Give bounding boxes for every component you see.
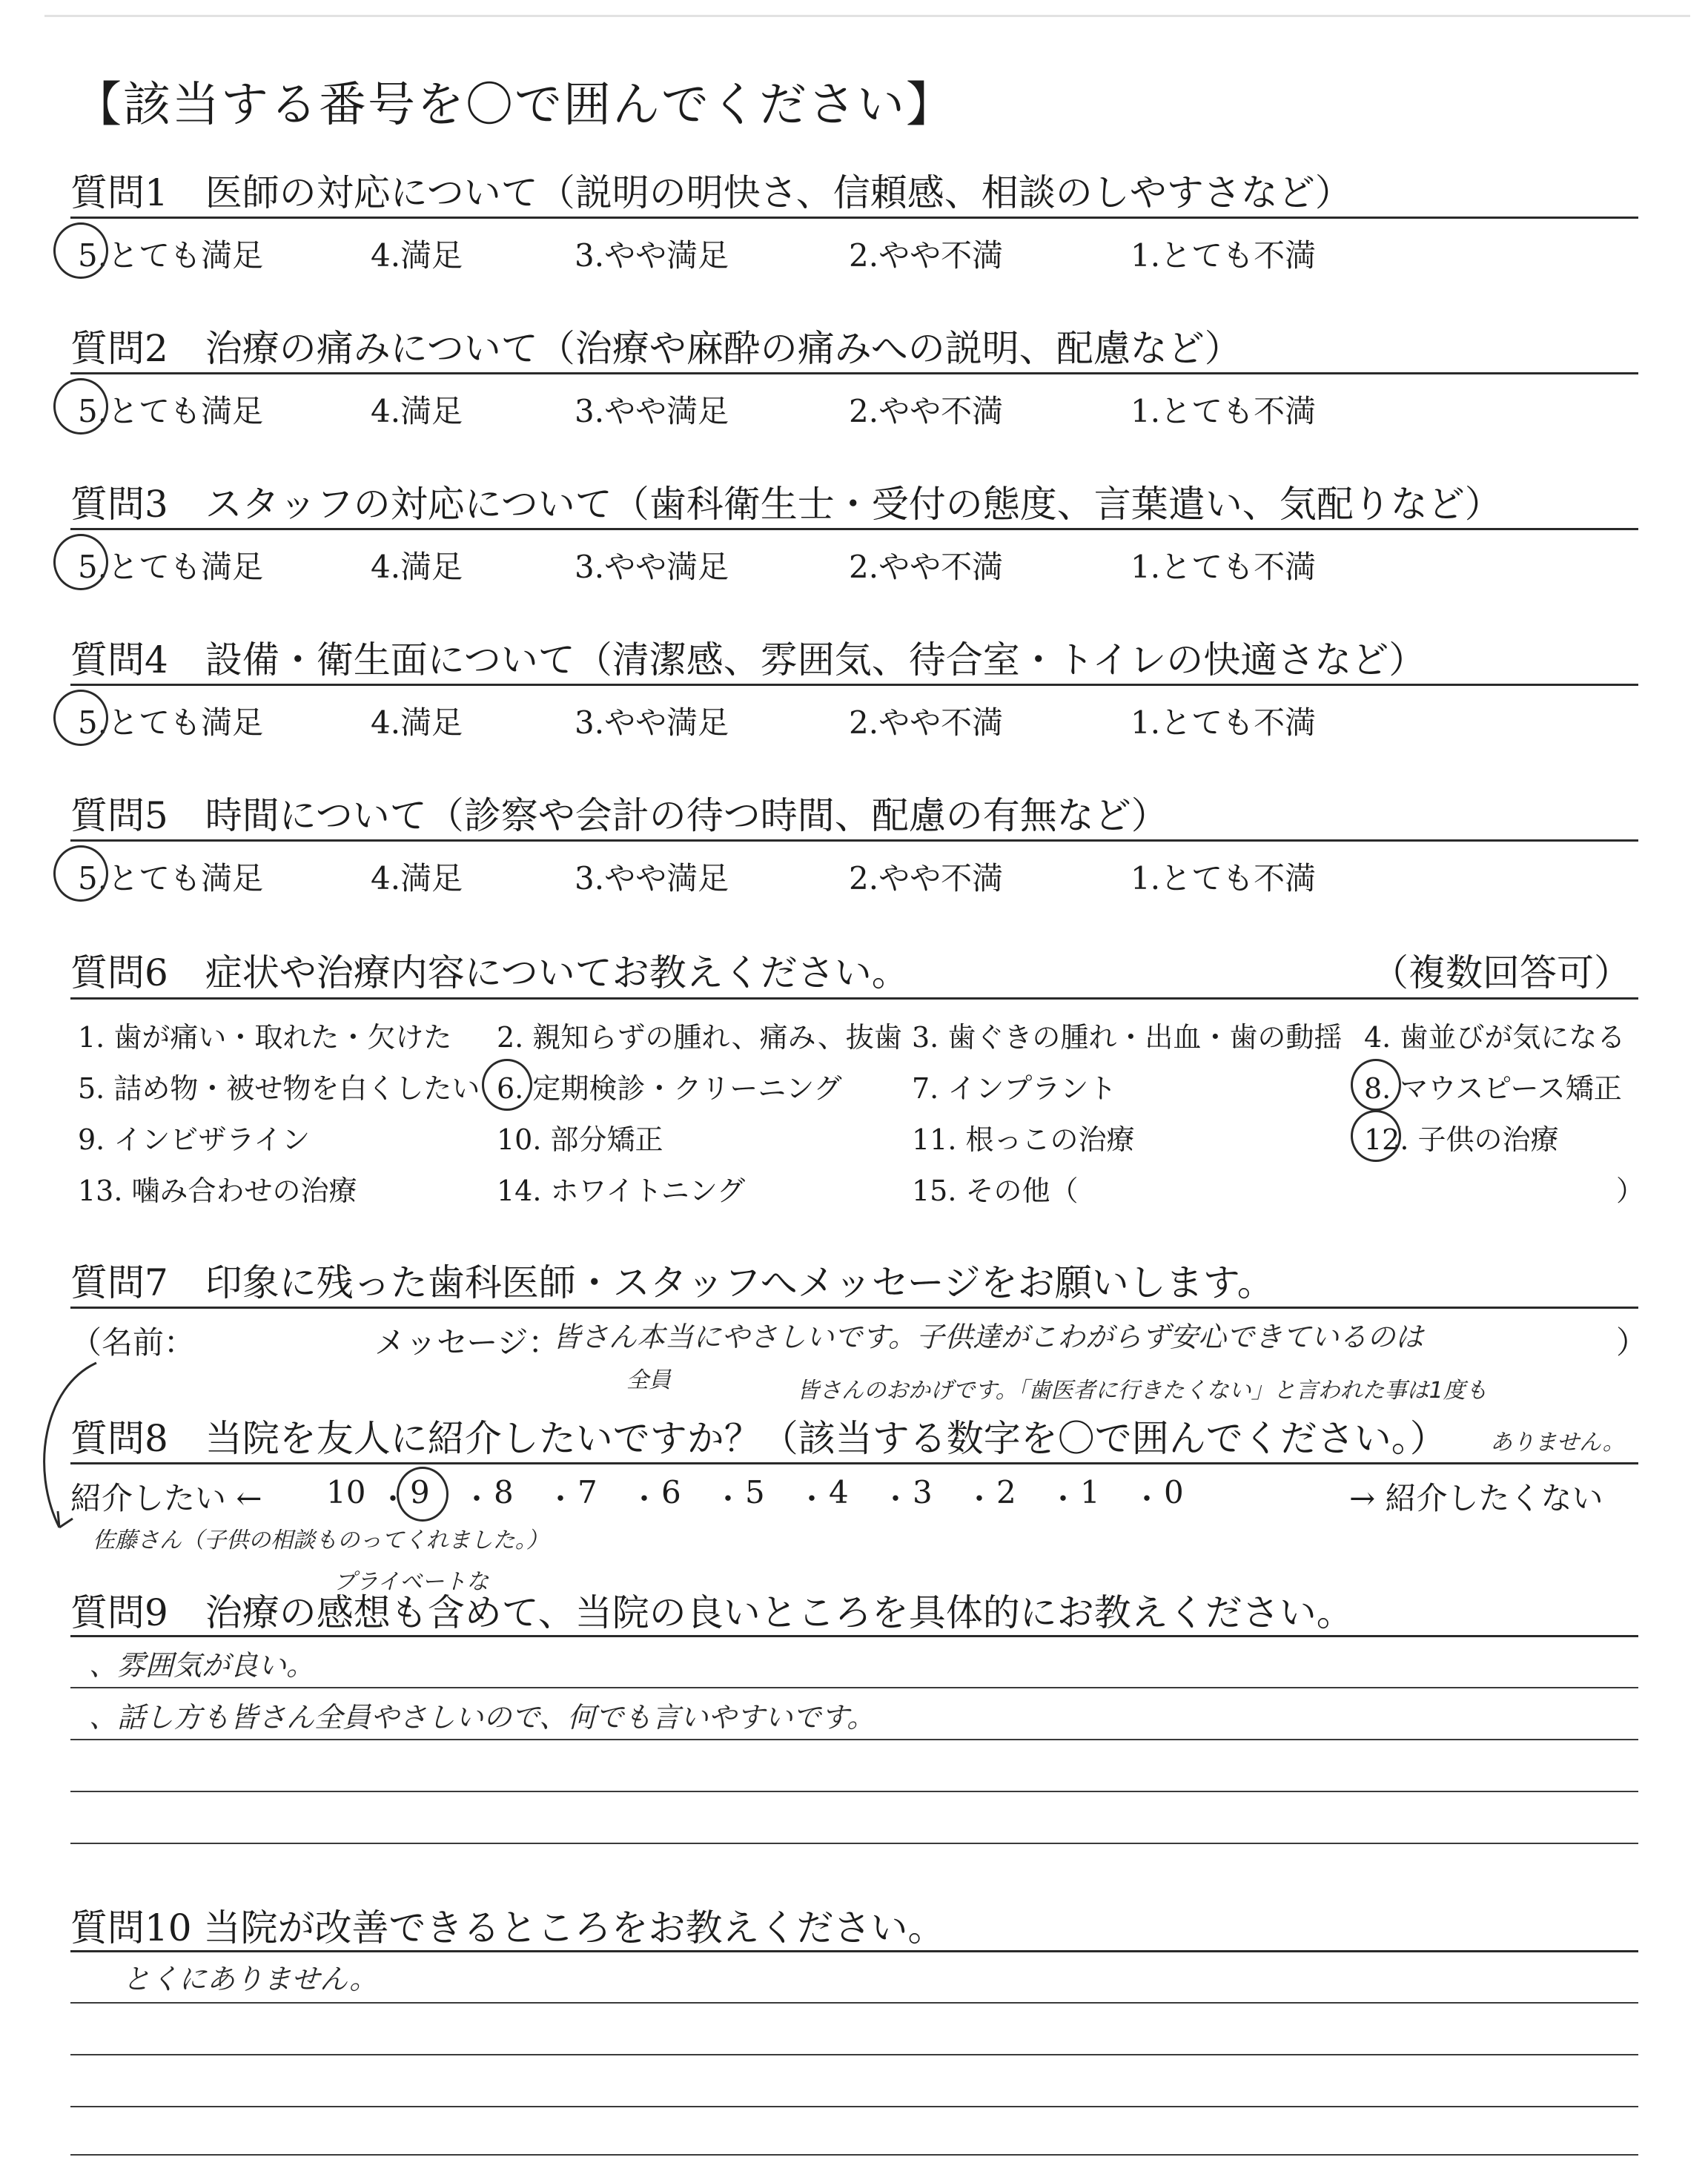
q6-option-9[interactable]: 9. インビザライン xyxy=(78,1123,311,1156)
q6-title: 質問6 症状や治療内容についてお教えください。 xyxy=(70,951,909,994)
q8-title: 質問8 当院を友人に紹介したいですか？（該当する数字を〇で囲んでください。） xyxy=(70,1417,1447,1460)
q6-option-3[interactable]: 3. 歯ぐきの腫れ・出血・歯の動揺 xyxy=(912,1021,1343,1054)
q6-option-12[interactable]: 12. 子供の治療 xyxy=(1364,1123,1559,1156)
q9-answer-1: 、雰囲気が良い。 xyxy=(89,1649,315,1682)
q8-scale-separator: ・ xyxy=(964,1482,994,1516)
q9-handwritten-insert: プライベートな xyxy=(334,1569,489,1595)
q3-option-3[interactable]: 3.やや満足 xyxy=(575,549,729,585)
q5-option-4[interactable]: 4.満足 xyxy=(371,860,463,896)
q7-handwritten-line3: ありません。 xyxy=(1490,1430,1625,1456)
q6-option-13[interactable]: 13. 噛み合わせの治療 xyxy=(78,1175,357,1207)
q9-title: 質問9 治療の感想も含めて、当院の良いところを具体的にお教えください。 xyxy=(70,1591,1354,1634)
q7-message-label: メッセージ： xyxy=(374,1324,560,1361)
q3-title: 質問3 スタッフの対応について（歯科衛生士・受付の態度、言葉遣い、気配りなど） xyxy=(70,483,1502,526)
q8-scale-8[interactable]: 8 xyxy=(494,1474,514,1510)
q7-handwritten-insert: 全員 xyxy=(626,1367,671,1393)
q3-option-2[interactable]: 2.やや不満 xyxy=(849,549,1004,585)
q4-option-4[interactable]: 4.満足 xyxy=(371,704,463,741)
q6-option-1[interactable]: 1. 歯が痛い・取れた・欠けた xyxy=(78,1021,452,1054)
q8-scale-10[interactable]: 10 xyxy=(326,1474,366,1510)
q6-option-15[interactable]: 15. その他（ xyxy=(912,1175,1079,1207)
q4-option-2[interactable]: 2.やや不満 xyxy=(849,704,1004,741)
q8-scale-5[interactable]: 5 xyxy=(745,1474,765,1510)
q7-handwritten-line2: 皆さんのおかげです。「歯医者に行きたくない」と言われた事は1度も xyxy=(797,1378,1488,1404)
q6-note: （複数回答可） xyxy=(1371,951,1631,994)
q9-answer-2: 、話し方も皆さん全員やさしいので、何でも言いやすいです。 xyxy=(89,1701,875,1734)
q8-scale-1[interactable]: 1 xyxy=(1080,1474,1100,1510)
q7-handwritten-line4: 佐藤さん（子供の相談ものってくれました。） xyxy=(93,1527,549,1553)
q8-scale-separator: ・ xyxy=(546,1482,575,1516)
q2-option-2[interactable]: 2.やや不満 xyxy=(849,393,1004,429)
q5-option-2[interactable]: 2.やや不満 xyxy=(849,860,1004,896)
q4-option-5[interactable]: 5.とても満足 xyxy=(78,704,264,741)
q8-scale-4[interactable]: 4 xyxy=(829,1474,849,1510)
q2-option-5[interactable]: 5.とても満足 xyxy=(78,393,264,429)
q5-title: 質問5 時間について（診察や会計の待つ時間、配慮の有無など） xyxy=(70,794,1168,837)
q8-scale-separator: ・ xyxy=(462,1482,491,1516)
q5-option-1[interactable]: 1.とても不満 xyxy=(1131,860,1317,896)
q6-option-7[interactable]: 7. インプラント xyxy=(912,1072,1117,1105)
q4-option-3[interactable]: 3.やや満足 xyxy=(575,704,729,741)
q1-option-4[interactable]: 4.満足 xyxy=(371,237,463,274)
q7-name-label: （名前： xyxy=(70,1324,196,1361)
q8-scale-3[interactable]: 3 xyxy=(913,1474,933,1510)
q8-scale-separator: ・ xyxy=(629,1482,659,1516)
q2-option-1[interactable]: 1.とても不満 xyxy=(1131,393,1317,429)
q6-option-5[interactable]: 5. 詰め物・被せ物を白くしたい xyxy=(78,1072,480,1105)
q6-option-4[interactable]: 4. 歯並びが気になる xyxy=(1364,1021,1626,1054)
q8-left-label: 紹介したい ← xyxy=(70,1480,262,1516)
q3-option-1[interactable]: 1.とても不満 xyxy=(1131,549,1317,585)
q8-scale-0[interactable]: 0 xyxy=(1164,1474,1184,1510)
q6-option-2[interactable]: 2. 親知らずの腫れ、痛み、抜歯 xyxy=(497,1021,902,1054)
q6-option-8[interactable]: 8. マウスピース矯正 xyxy=(1364,1072,1622,1105)
q5-option-5[interactable]: 5.とても満足 xyxy=(78,860,264,896)
q3-option-5[interactable]: 5.とても満足 xyxy=(78,549,264,585)
q7-handwritten-line1: 皆さん本当にやさしいです。子供達がこわがらず安心できているのは xyxy=(552,1321,1423,1353)
q5-option-3[interactable]: 3.やや満足 xyxy=(575,860,729,896)
q6-other-close-paren: ） xyxy=(1616,1175,1645,1207)
q4-option-1[interactable]: 1.とても不満 xyxy=(1131,704,1317,741)
q3-option-4[interactable]: 4.満足 xyxy=(371,549,463,585)
q2-option-4[interactable]: 4.満足 xyxy=(371,393,463,429)
q8-scale-separator: ・ xyxy=(1132,1482,1162,1516)
q8-scale-separator: ・ xyxy=(713,1482,743,1516)
q8-scale-separator: ・ xyxy=(881,1482,910,1516)
q1-option-3[interactable]: 3.やや満足 xyxy=(575,237,729,274)
q6-option-14[interactable]: 14. ホワイトニング xyxy=(497,1175,746,1207)
q8-scale-7[interactable]: 7 xyxy=(577,1474,598,1510)
q1-option-2[interactable]: 2.やや不満 xyxy=(849,237,1004,274)
q8-scale-separator: ・ xyxy=(378,1482,408,1516)
form-heading: 【該当する番号を〇で囲んでください】 xyxy=(74,78,955,133)
q4-title: 質問4 設備・衛生面について（清潔感、雰囲気、待合室・トイレの快適さなど） xyxy=(70,638,1426,681)
q8-right-label: → 紹介したくない xyxy=(1349,1480,1603,1516)
q2-title: 質問2 治療の痛みについて（治療や麻酔の痛みへの説明、配慮など） xyxy=(70,327,1242,370)
q10-answer-1: とくにありません。 xyxy=(122,1963,378,1995)
q7-close-paren: ） xyxy=(1616,1324,1648,1361)
q8-scale-9[interactable]: 9 xyxy=(410,1474,430,1510)
q8-scale-separator: ・ xyxy=(797,1482,827,1516)
q1-option-1[interactable]: 1.とても不満 xyxy=(1131,237,1317,274)
q7-title: 質問7 印象に残った歯科医師・スタッフへメッセージをお願いします。 xyxy=(70,1261,1274,1304)
q8-scale-separator: ・ xyxy=(1048,1482,1078,1516)
q10-title: 質問10 当院が改善できるところをお教えください。 xyxy=(70,1906,945,1949)
q6-option-10[interactable]: 10. 部分矯正 xyxy=(497,1123,663,1156)
q6-option-11[interactable]: 11. 根っこの治療 xyxy=(912,1123,1135,1156)
q1-option-5[interactable]: 5.とても満足 xyxy=(78,237,264,274)
q6-option-6[interactable]: 6. 定期検診・クリーニング xyxy=(497,1072,842,1105)
q2-option-3[interactable]: 3.やや満足 xyxy=(575,393,729,429)
q8-scale-2[interactable]: 2 xyxy=(996,1474,1016,1510)
q1-title: 質問1 医師の対応について（説明の明快さ、信頼感、相談のしやすさなど） xyxy=(70,171,1352,214)
q8-scale-6[interactable]: 6 xyxy=(661,1474,681,1510)
